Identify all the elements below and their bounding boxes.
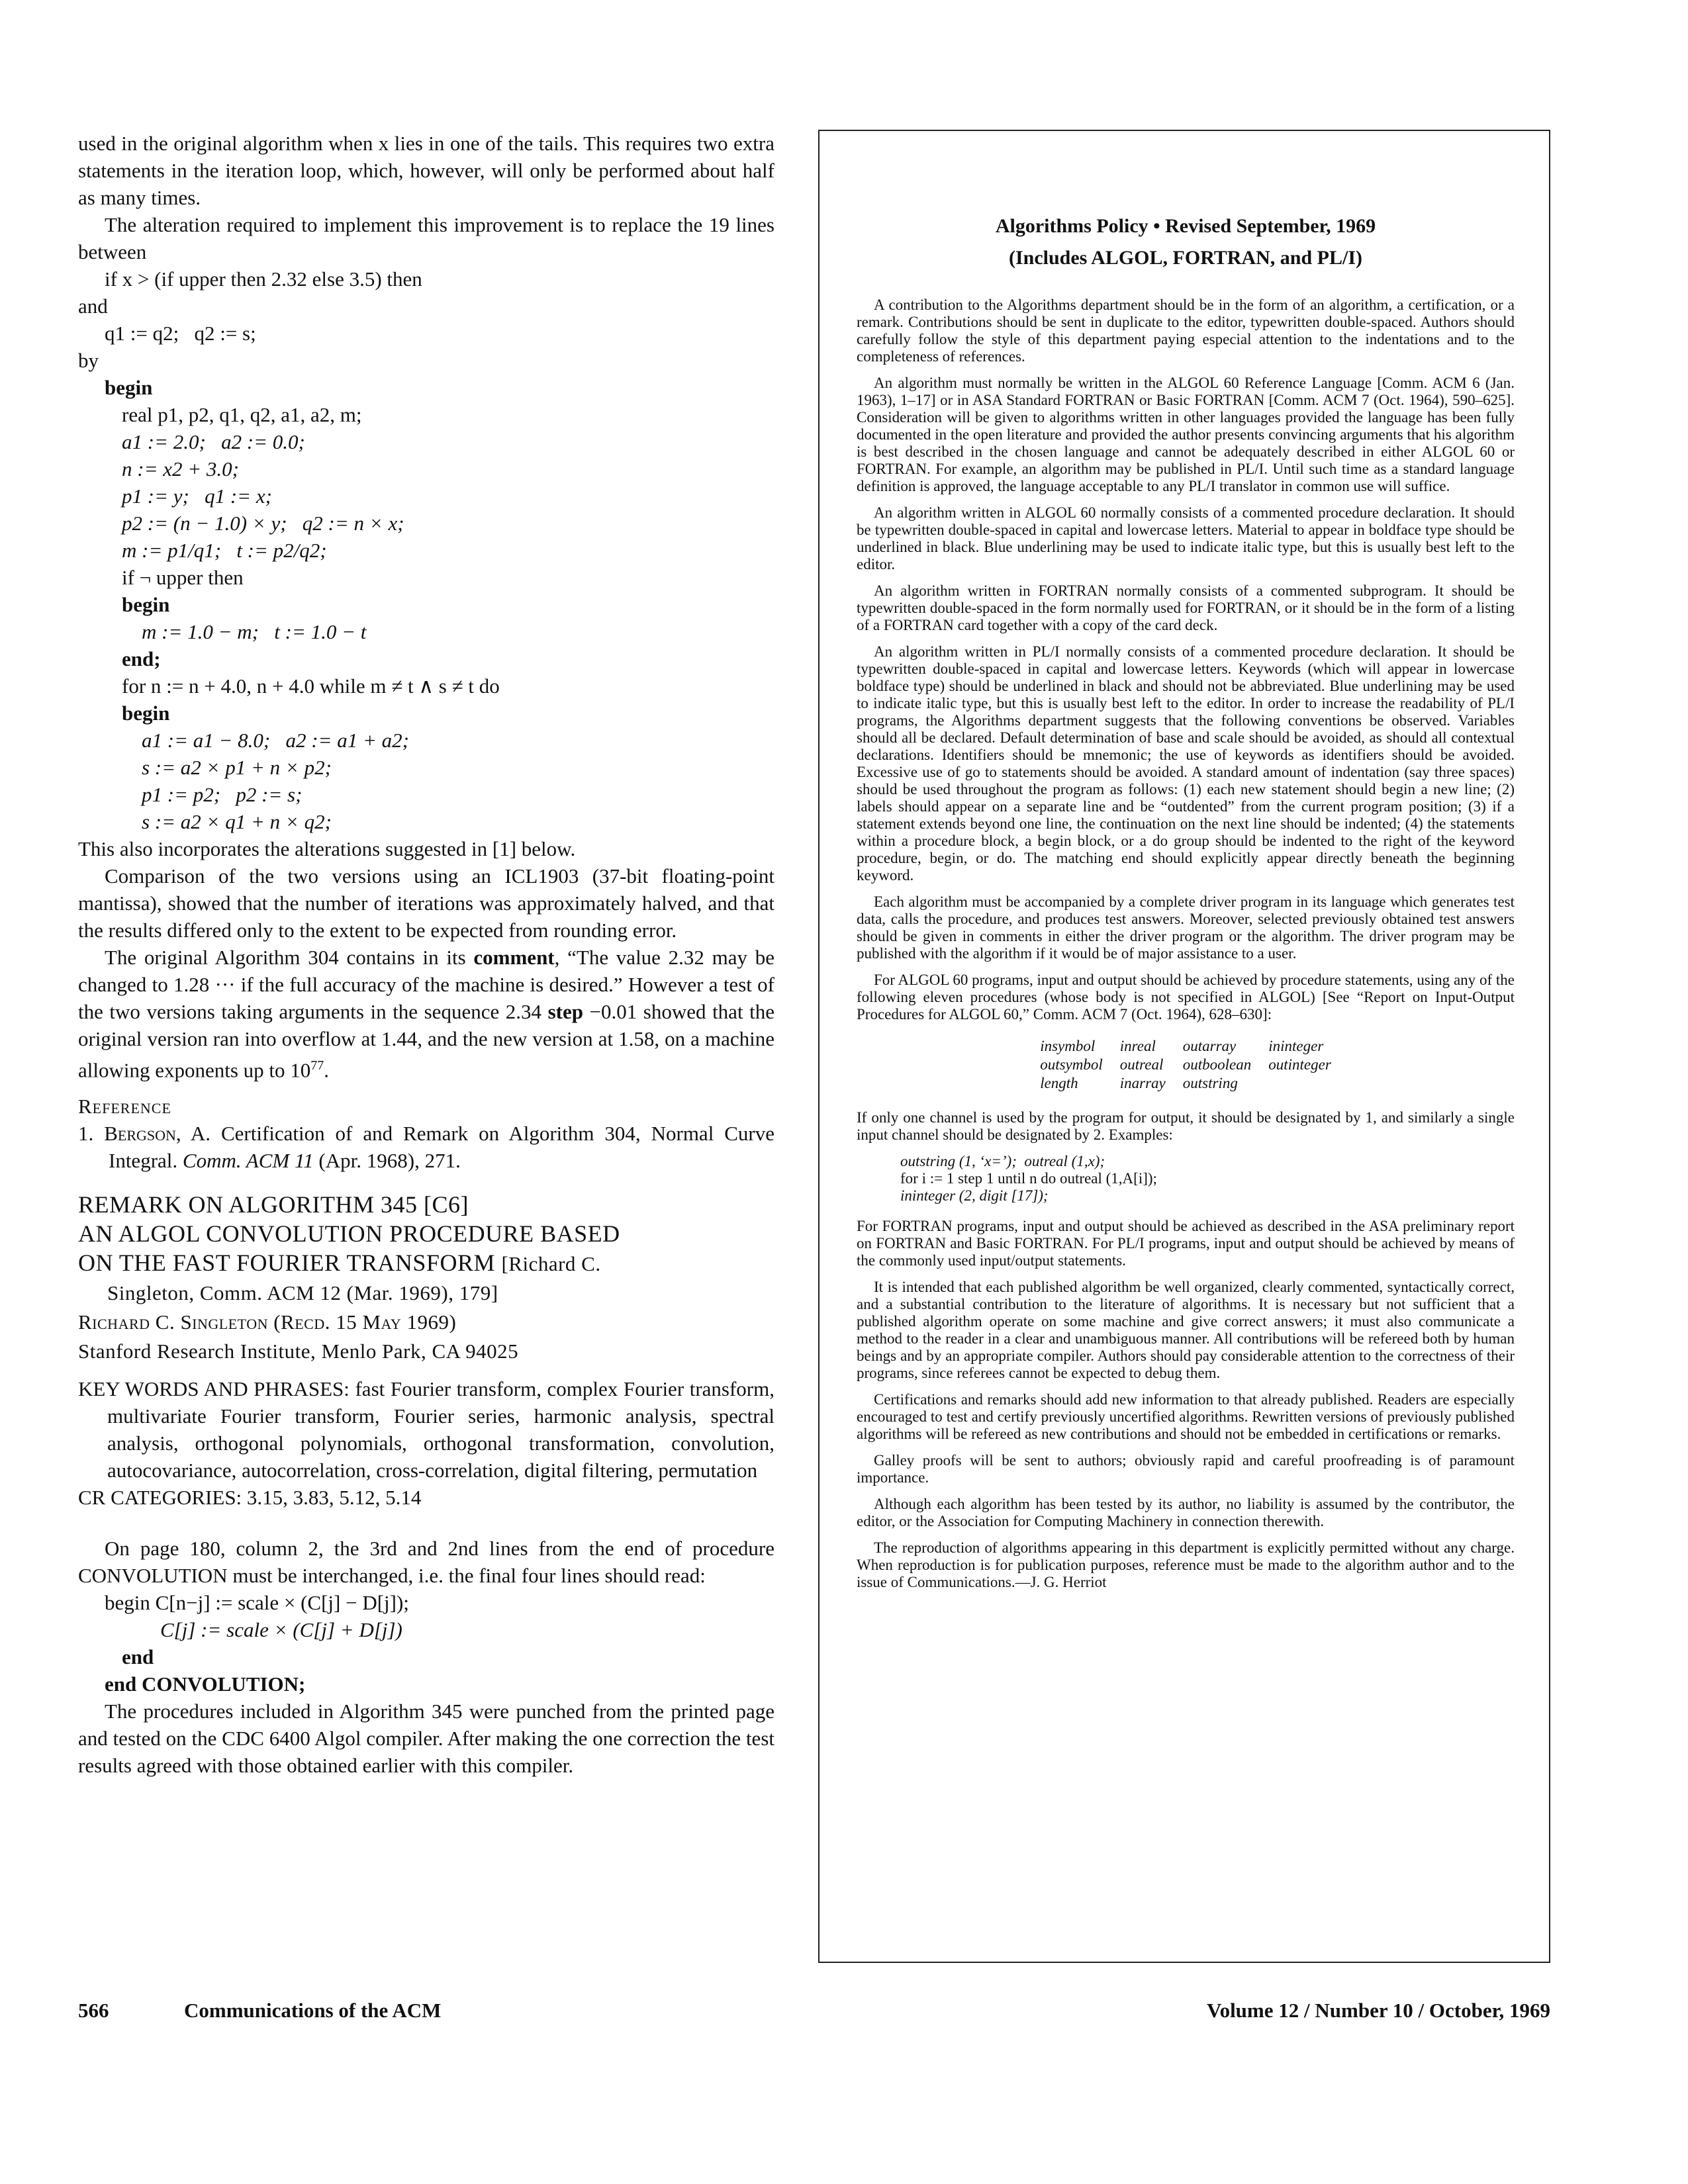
table-cell: length: [1040, 1075, 1078, 1091]
alteration-paragraph: The alteration required to implement this improvement is to replace the 19 lines between: [78, 213, 774, 263]
policy-paragraph: An algorithm must normally be written in the ALGOL 60 Reference Language [Comm. ACM 6 (Jan. 1963), 1–17] or in ASA Standard FORTRAN or Basic FORTRAN [Comm. ACM 7 (Oct. 1964), 590–625]. Consideration will be given to algorithms written in other languages provided the language has been fully documented in the open literature and provided the author presents convincing arguments that his algorithm is best described in the chosen language and cannot be adequately described in either ALGOL 60 or FORTRAN. For example, an algorithm may be published in PL/I. Until such time as a standard language definition is approved, the language acceptable to any PL/I translator in common use will suffice.: [857, 375, 1515, 494]
code-line: if x > (if upper then 2.32 else 3.5) then: [105, 267, 422, 291]
remark-title: [78, 1190, 774, 1366]
table-cell: outinteger: [1268, 1056, 1331, 1073]
policy-title-line: Algorithms Policy • Revised September, 1969: [995, 215, 1376, 237]
text-run: The original Algorithm 304 contains in its: [105, 946, 474, 969]
code-line: p1 := p2; p2 := s;: [142, 783, 303, 806]
by-label: by: [78, 349, 99, 372]
code-line: end: [122, 1645, 154, 1669]
text-run: , “The value 2.32 may be changed to 1.28 ··· if the full accuracy of the machine is desired.” However a test of the two versions taking arguments in the sequence 2.34: [78, 946, 775, 1023]
channel-paragraph: If only one channel is used by the program for output, it should be designated by 1, and similarly a single input channel should be designated by 2. Examples:: [857, 1109, 1515, 1143]
remark-title-text: ON THE FAST FOURIER TRANSFORM: [78, 1250, 502, 1277]
comment-keyword: comment: [473, 946, 555, 969]
page-number: 566: [78, 1999, 109, 2022]
remark-title-line: AN ALGOL CONVOLUTION PROCEDURE BASED: [78, 1220, 620, 1248]
table-cell: outarray: [1182, 1038, 1237, 1054]
ref-author: Bergson, A.: [104, 1122, 211, 1146]
code-line: begin C[n−j] := scale × (C[j] − D[j]);: [105, 1591, 409, 1615]
code-line: q1 := q2; q2 := s;: [105, 322, 256, 345]
policy-paragraph: An algorithm written in FORTRAN normally consists of a commented subprogram. It should be typewritten double-spaced in the form normally used for FORTRAN, or it should be in the form of a listing of a FORTRAN card together with a copy of the card deck.: [857, 582, 1515, 633]
ref-tail: (Apr. 1968), 271.: [313, 1149, 461, 1173]
policy-content: [857, 210, 1515, 1600]
text-run: .: [324, 1058, 330, 1082]
key-words: KEY WORDS AND PHRASES: fast Fourier transform, complex Fourier transform, multivariate Fourier transform, Fourier series, harmonic analysis, spectral analysis, orthogonal polynomials, orthogonal transformation, convolution, autocovariance, autocorrelation, cross-correlation, digital filtering, permutation: [78, 1377, 774, 1482]
table-cell: inreal: [1119, 1038, 1156, 1054]
code-line: p1 := y; q1 := x;: [122, 484, 272, 508]
remark-title-line: REMARK ON ALGORITHM 345 [C6]: [78, 1191, 469, 1218]
table-cell: ininteger: [1268, 1038, 1324, 1054]
example-line: for i := 1 step 1 until n do outreal (1,A[i]);: [900, 1170, 1157, 1187]
table-row: [1032, 1075, 1339, 1092]
table-cell: inarray: [1119, 1075, 1166, 1091]
step-keyword: step: [547, 1000, 583, 1023]
remark-title-citation: [Richard C.: [501, 1252, 601, 1276]
and-label: and: [78, 295, 108, 318]
policy-paragraph: Although each algorithm has been tested by its author, no liability is assumed by the contributor, the editor, or the Association for Computing Machinery in connection therewith.: [857, 1496, 1515, 1529]
table-cell: outstring: [1182, 1075, 1238, 1091]
reference-heading: Reference: [78, 1095, 171, 1118]
policy-paragraph: For ALGOL 60 programs, input and output should be achieved by procedure statements, using any of the following eleven procedures (whose body is not specified in ALGOL) [See “Report on Input-Output Procedures for ALGOL 60,” Comm. ACM 7 (Oct. 1964), 628–630]:: [857, 972, 1515, 1023]
exponent: 77: [310, 1058, 324, 1073]
original-algorithm-paragraph: [78, 944, 774, 1083]
code-line: real p1, p2, q1, q2, a1, a2, m;: [122, 403, 362, 426]
code-condition: [78, 265, 774, 293]
table-cell: outboolean: [1182, 1056, 1252, 1073]
code-line: m := 1.0 − m; t := 1.0 − t: [142, 620, 367, 643]
code-line: a1 := a1 − 8.0; a2 := a1 + a2;: [142, 729, 409, 752]
code-line: end CONVOLUTION;: [105, 1672, 306, 1696]
algorithms-policy-box: [818, 130, 1550, 1963]
code-line: a1 := 2.0; a2 := 0.0;: [122, 430, 305, 453]
comparison-paragraph: Comparison of the two versions using an ICL1903 (37-bit floating-point mantissa), showed that the number of iterations was approximately halved, and that the results differed only to the extent to be expected from rounding error.: [78, 864, 774, 942]
cr-categories: CR CATEGORIES: 3.15, 3.83, 5.12, 5.14: [78, 1486, 422, 1510]
also-paragraph: This also incorporates the alterations suggested in [1] below.: [78, 837, 576, 860]
table-cell: outsymbol: [1040, 1056, 1103, 1073]
example-line: outstring (1, ‘x=’); outreal (1,x);: [900, 1153, 1105, 1169]
reference-item: [78, 1120, 774, 1174]
io-procedure-table: [1031, 1036, 1340, 1093]
code-line: s := a2 × p1 + n × p2;: [142, 756, 332, 779]
table-cell: [1260, 1075, 1339, 1092]
policy-title: [857, 210, 1515, 274]
policy-paragraph: An algorithm written in ALGOL 60 normally consists of a commented procedure declaration. It should be typewritten double-spaced in capital and lowercase letters. Material to appear in boldface type should be underlined in black. Blue underlining may be used to indicate italic type, but this is usually best left to the editor.: [857, 504, 1515, 572]
policy-paragraph: A contribution to the Algorithms department should be in the form of an algorithm, a certification, or a remark. Contributions should be sent in duplicate to the editor, typewritten double-spaced. Authors should carefully follow the style of this department paying especial attention to the indentations and to the completeness of references.: [857, 296, 1515, 365]
code-line: end;: [122, 647, 161, 670]
code-line: s := a2 × q1 + n × q2;: [142, 810, 332, 833]
table-row: [1032, 1056, 1339, 1073]
code-line: p2 := (n − 1.0) × y; q2 := n × x;: [122, 512, 404, 535]
code-assign: [78, 320, 774, 347]
ref-number: 1.: [78, 1122, 105, 1146]
punched-paragraph: The procedures included in Algorithm 345 were punched from the printed page and tested on the CDC 6400 Algol compiler. After making the one correction the test results agreed with those obtained earlier with this compiler.: [78, 1700, 774, 1778]
code-line: m := p1/q1; t := p2/q2;: [122, 539, 327, 562]
remark-title-line: Singleton, Comm. ACM 12 (Mar. 1969), 179]: [107, 1281, 498, 1305]
policy-paragraph: Certifications and remarks should add new information to that already published. Readers are especially encouraged to test and certify previously uncertified algorithms. Rewritten versions of previously published algorithms will be refereed as new contributions and should not be embedded in certifications or remarks.: [857, 1391, 1515, 1442]
ref-journal: Comm. ACM 11: [182, 1149, 314, 1173]
table-cell: outreal: [1119, 1056, 1164, 1073]
policy-paragraph: It is intended that each published algorithm be well organized, clearly commented, syntactically correct, and a substantial contribution to the literature of algorithms. It is necessary but not sufficient that a published algorithm operate on some machine and give correct answers; it must also communicate a method to the reader in a clear and unambiguous manner. All contributions will be refereed both by human beings and by an appropriate compiler. Authors should pay considerable attention to the correctness of their programs, since referees cannot be expected to debug them.: [857, 1279, 1515, 1381]
policy-paragraph: For FORTRAN programs, input and output should be achieved as described in the ASA preliminary report on FORTRAN and Basic FORTRAN. For PL/I programs, input and output should be achieved by means of the commonly used input/output statements.: [857, 1218, 1515, 1269]
remark-author: Richard C. Singleton (Recd. 15 May 1969): [78, 1310, 457, 1334]
replacement-code-block: [78, 374, 774, 835]
policy-title-line: (Includes ALGOL, FORTRAN, and PL/I): [1008, 247, 1363, 269]
ref-text: Certification of and Remark on Algorithm 304, Normal Curve Integral.: [109, 1122, 775, 1173]
policy-paragraph: Each algorithm must be accompanied by a complete driver program in its language which generates test data, calls the procedure, and produces test answers. Moreover, selected previously obtained test answers should be given in comments in either the driver program or the algorithm. The driver program may be published with the algorithm if it would be of major assistance to a user.: [857, 893, 1515, 962]
code-line: begin: [122, 593, 170, 616]
example-line: ininteger (2, digit [17]);: [900, 1187, 1049, 1204]
remark-affiliation: Stanford Research Institute, Menlo Park, CA 94025: [78, 1340, 519, 1363]
intro-paragraph: used in the original algorithm when x lies in one of the tails. This requires two extra statements in the iteration loop, which, however, will only be performed about half as many times.: [78, 132, 774, 209]
code-line: for n := n + 4.0, n + 4.0 while m ≠ t ∧ s ≠ t do: [122, 674, 500, 698]
policy-paragraph: The reproduction of algorithms appearing in this department is explicitly permitted without any charge. When reproduction is for publication purposes, reference must be made to the algorithm author and to the issue of Communications.—J. G. Herriot: [857, 1539, 1515, 1590]
code-line: C[j] := scale × (C[j] + D[j]): [160, 1618, 402, 1642]
table-row: [1032, 1038, 1339, 1055]
policy-paragraph: An algorithm written in PL/I normally consists of a commented procedure declaration. It should be typewritten double-spaced in capital and lowercase letters. Keywords (which will appear in lowercase boldface type) should be underlined in black and should not be abbreviated. Blue underlining may be used to indicate italic type, but this is usually best left to the editor. In order to increase the readability of PL/I programs, the Algorithms department suggests that the following conventions be observed. Variables should all be declared. Default determination of base and scale should be avoided, as should all contextual declarations. Identifiers should be mnemonic; the use of keywords as identifiers should be avoided. Excessive use of go to statements should be avoided. A standard amount of indentation (say three spaces) should be used throughout the program as follows: (1) each new statement should begin a new line; (2) labels should appear on a separate line and be “outdented” from the current program position; (3) if a statement extends beyond one line, the continuation on the next line should be indented; (4) the statements within a procedure block, a begin block, or a do group should be indented to the right of the keyword procedure, begin, or do. The matching end should explicitly appear directly beneath the beginning keyword.: [857, 643, 1515, 884]
table-cell: insymbol: [1040, 1038, 1096, 1054]
code-line: if ¬ upper then: [122, 566, 244, 589]
remark-title-line: [78, 1248, 774, 1279]
policy-paragraph: Galley proofs will be sent to authors; obviously rapid and careful proofreading is of paramount importance.: [857, 1452, 1515, 1486]
left-column: [78, 130, 774, 1779]
io-examples: [900, 1153, 1515, 1205]
final-code-block: [78, 1589, 774, 1698]
code-line: begin: [122, 702, 170, 725]
code-line: begin: [105, 376, 153, 399]
journal-name: Communications of the ACM: [184, 1999, 442, 2022]
code-line: n := x2 + 3.0;: [122, 457, 239, 480]
text-run: −0.01 showed that the original version ran into overflow at 1.44, and the new version at 1.58, on a machine allowing exponents up to 10: [78, 1000, 774, 1082]
volume-info: Volume 12 / Number 10 / October, 1969: [1207, 1999, 1550, 2022]
page180-paragraph: On page 180, column 2, the 3rd and 2nd lines from the end of procedure CONVOLUTION must be interchanged, i.e. the final four lines should read:: [78, 1537, 774, 1588]
